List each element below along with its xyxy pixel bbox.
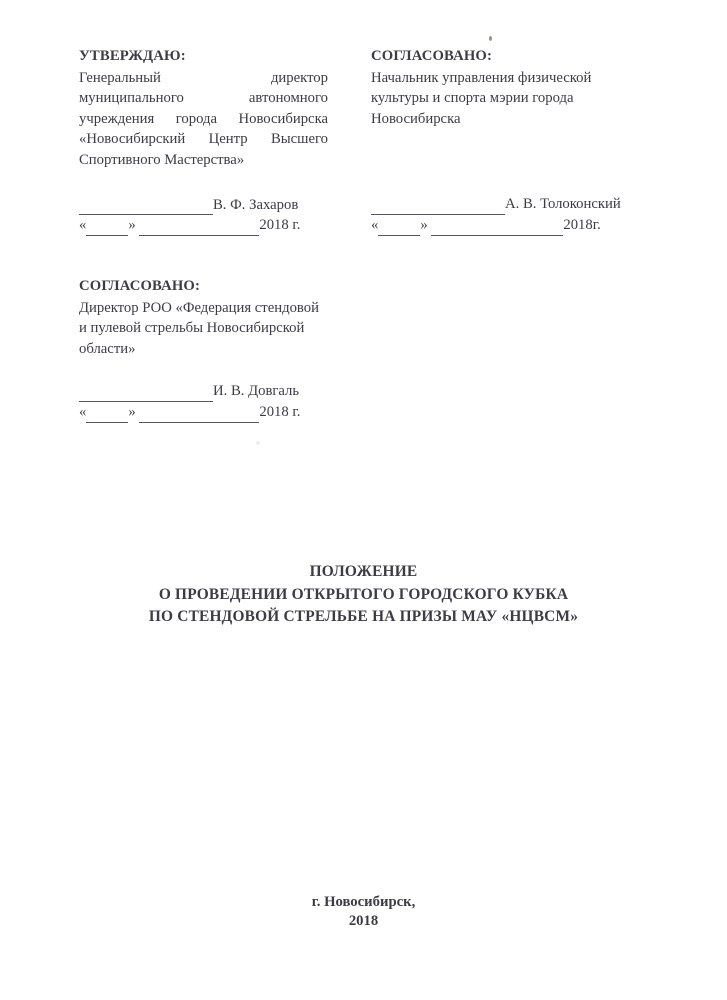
date-day-line[interactable]: [378, 223, 420, 236]
date-year: 2018г.: [563, 216, 601, 233]
signature-name-row: [79, 381, 328, 402]
signature-line[interactable]: [371, 202, 505, 215]
date-day-line[interactable]: [86, 223, 128, 236]
footer-year: 2018: [348, 913, 379, 929]
date-quote-close: »: [128, 217, 136, 234]
date-month-line[interactable]: [139, 410, 259, 423]
date-month-line[interactable]: [139, 223, 259, 236]
date-month-line[interactable]: [431, 223, 563, 236]
date-quote-close: »: [128, 403, 136, 420]
approval-heading: СОГЛАСОВАНО:: [79, 278, 201, 294]
signatory-name: А. В. Толоконский: [505, 196, 621, 213]
footer-city: г. Новосибирск,: [311, 894, 416, 910]
date-quote-close: »: [420, 216, 428, 233]
title-line-3: ПО СТЕНДОВОЙ СТРЕЛЬБЕ НА ПРИЗЫ МАУ «НЦВСМ»: [148, 608, 579, 625]
approval-block-utverzhdayu: [79, 46, 328, 236]
approval-block-soglasovano-federaciya: [79, 276, 328, 423]
approval-body: Директор РОО «Федерация стендовой и пулевой стрельбы Новосибирской области»: [79, 299, 319, 357]
date-quote-open: «: [79, 217, 87, 234]
approval-body: Генеральный директор муниципального автономного учреждения города Новосибирска «Новосибирский Центр Высшего Спортивного Мастерства»: [79, 69, 328, 168]
approval-heading: СОГЛАСОВАНО:: [371, 48, 493, 64]
approval-body: Начальник управления физической культуры и спорта мэрии города Новосибирска: [371, 69, 592, 127]
title-line-1: ПОЛОЖЕНИЕ: [309, 563, 418, 580]
signatory-name: И. В. Довгаль: [213, 383, 300, 400]
signature-name-row: [371, 194, 649, 215]
title-line-2: О ПРОВЕДЕНИИ ОТКРЫТОГО ГОРОДСКОГО КУБКА: [158, 585, 569, 603]
signature-line[interactable]: [79, 389, 213, 402]
date-day-line[interactable]: [86, 410, 128, 423]
signature-area: [79, 381, 328, 422]
date-quote-open: «: [371, 216, 379, 233]
date-year: 2018 г.: [259, 217, 301, 234]
signature-area: [79, 195, 328, 236]
signature-date-row: [79, 402, 328, 423]
signature-date-row: [79, 215, 328, 236]
document-title: [0, 561, 727, 629]
signature-name-row: [79, 195, 328, 216]
scan-speck-faint: [256, 441, 260, 445]
signature-date-row: [371, 215, 649, 236]
date-year: 2018 г.: [259, 403, 301, 420]
approval-block-soglasovano-sport: [371, 46, 649, 236]
scan-speck: [489, 36, 492, 41]
date-quote-open: «: [79, 403, 87, 420]
document-footer: [0, 893, 727, 931]
signatory-name: В. Ф. Захаров: [213, 196, 299, 213]
approval-heading: УТВЕРЖДАЮ:: [79, 48, 186, 64]
signature-line[interactable]: [79, 202, 213, 215]
signature-area: [371, 194, 649, 235]
